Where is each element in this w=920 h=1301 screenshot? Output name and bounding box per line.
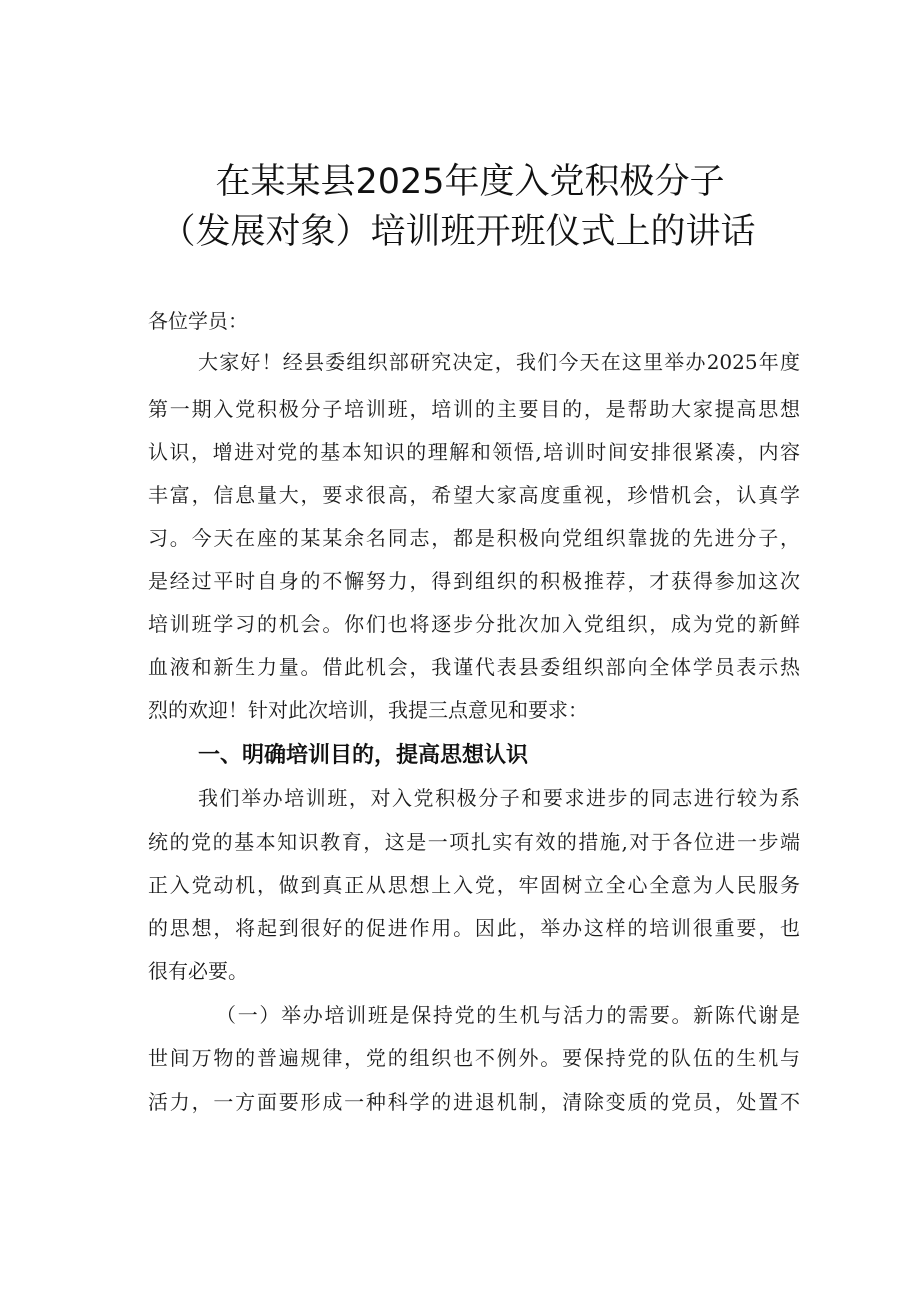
paragraph-1-line: 习。今天在座的某某余名同志，都是积极向党组织靠拢的先进分子， bbox=[148, 526, 800, 550]
paragraph-1-line: 培训班学习的机会。你们也将逐步分批次加入党组织，成为党的新鲜 bbox=[148, 612, 800, 636]
section-heading-1: 一、明确培训目的，提高思想认识 bbox=[198, 743, 529, 768]
paragraph-2-line: 我们举办培训班，对入党积极分子和要求进步的同志进行较为系 bbox=[198, 786, 800, 810]
paragraph-3-line: （一）举办培训班是保持党的生机与活力的需要。新陈代谢是 bbox=[216, 1003, 800, 1027]
paragraph-2-line: 正入党动机，做到真正从思想上入党，牢固树立全心全意为人民服务 bbox=[148, 873, 800, 897]
document-title-line-1: 在某某县2025年度入党积极分子 bbox=[215, 162, 725, 202]
paragraph-1-line: 烈的欢迎！针对此次培训，我提三点意见和要求： bbox=[148, 698, 588, 722]
paragraph-1-line: 是经过平时自身的不懈努力，得到组织的积极推荐，才获得参加这次 bbox=[148, 569, 800, 593]
paragraph-2-line: 很有必要。 bbox=[148, 959, 248, 983]
paragraph-3-line: 活力，一方面要形成一种科学的进退机制，清除变质的党员，处置不 bbox=[148, 1090, 800, 1114]
paragraph-2-line: 的思想，将起到很好的促进作用。因此，举办这样的培训很重要，也 bbox=[148, 916, 800, 940]
paragraph-1-line: 认识，增进对党的基本知识的理解和领悟,培训时间安排很紧凑，内容 bbox=[148, 440, 800, 464]
document-title-line-2: （发展对象）培训班开班仪式上的讲话 bbox=[160, 212, 756, 252]
paragraph-1-line: 血液和新生力量。借此机会，我谨代表县委组织部向全体学员表示热 bbox=[148, 655, 800, 679]
paragraph-1-line: 第一期入党积极分子培训班，培训的主要目的，是帮助大家提高思想 bbox=[148, 397, 800, 421]
paragraph-2-line: 统的党的基本知识教育，这是一项扎实有效的措施,对于各位进一步端 bbox=[148, 830, 800, 854]
paragraph-3-line: 世间万物的普遍规律，党的组织也不例外。要保持党的队伍的生机与 bbox=[148, 1046, 800, 1070]
paragraph-1-line: 丰富，信息量大，要求很高，希望大家高度重视，珍惜机会，认真学 bbox=[148, 483, 800, 507]
paragraph-1-line: 大家好！经县委组织部研究决定，我们今天在这里举办2025年度 bbox=[198, 350, 800, 374]
salutation: 各位学员： bbox=[148, 309, 248, 333]
